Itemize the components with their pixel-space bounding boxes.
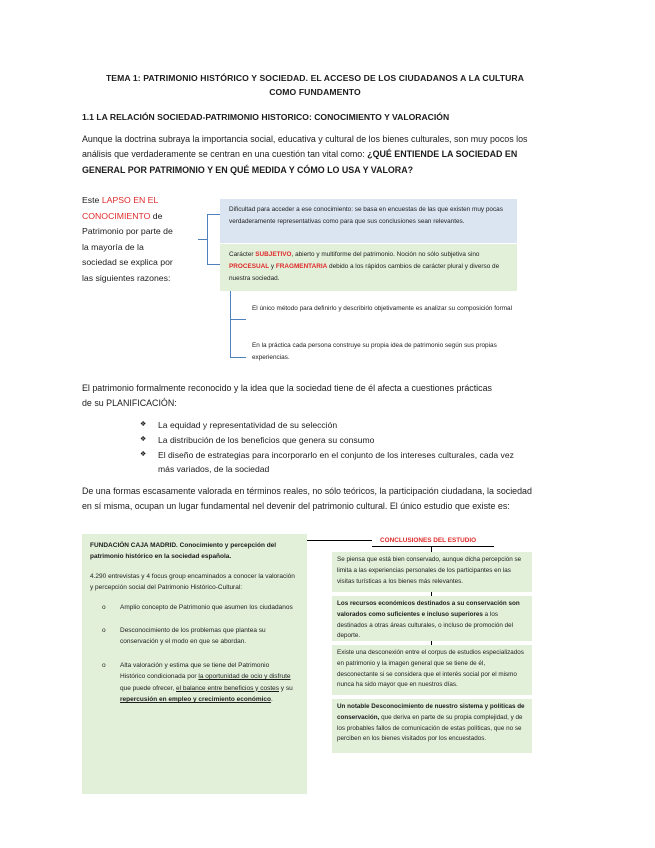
bracket-top-line <box>207 214 220 215</box>
study-connector-line <box>307 540 372 541</box>
lapso-post: de Patrimonio por parte de la mayoría de la sociedad se explica por las siguientes razones: <box>82 210 173 283</box>
finding-text: y su <box>279 684 293 692</box>
circle-bullet-icon: o <box>102 627 106 635</box>
sub-connector-line <box>230 291 231 358</box>
subnote-method: El único método para definirlo y describirlo objetivamente es analizar su composición formal <box>252 305 513 312</box>
sub-connector-branch <box>230 319 246 320</box>
conclusion-box-3: Existe una desconexión entre el corpus de estudios especializados en patrimonio y la imagen general que se tiene de él, desconectante si se considera que el interés social por el mismo nunca ha sido mayor que en nuestros días. <box>332 645 532 695</box>
keyword-procesual: PROCESUAL <box>229 262 270 270</box>
study-title: FUNDACIÓN CAJA MADRID. Conocimiento y percepción del patrimonio histórico en la sociedad española. <box>90 542 277 561</box>
intro-text: Aunque la doctrina subraya la importancia social, educativa y cultural de los bienes culturales, son muy pocos los análisis que verdaderamente se centran en una cuestión tan vital como: <box>82 134 528 160</box>
list-item-text: La equidad y representatividad de su selección <box>158 420 338 430</box>
reason-text: y <box>269 262 276 270</box>
bracket-bottom-line <box>207 264 220 265</box>
reason-subjective-box <box>220 244 517 291</box>
reason-text: Carácter <box>229 251 256 258</box>
reason-text: , abierto y multiforme del patrimonio. Noción no sólo subjetiva sino <box>291 251 480 258</box>
finding-underline: el balance entre beneficios y costes <box>176 684 279 692</box>
planning-paragraph: El patrimonio formalmente reconocido y la idea que la sociedad tiene de él afecta a cuestiones prácticas de su PLANIFICACIÓN: <box>82 383 492 409</box>
list-item <box>140 418 520 433</box>
conclusion-bold: Un notable Desconocimiento de nuestro sistema y políticas de conservación, <box>337 703 525 721</box>
section-heading: 1.1 LA RELACIÓN SOCIEDAD-PATRIMONIO HISTORICO: CONOCIMIENTO Y VALORACIÓN <box>82 112 450 122</box>
conclusions-title-underline <box>372 546 494 547</box>
keyword-subjetivo: SUBJETIVO <box>255 251 292 258</box>
study-description: 4.290 entrevistas y 4 focus group encaminados a conocer la valoración y percepción social del Patrimonio Histórico-Cultural: <box>90 572 295 592</box>
reason-text: debido a los rápidos cambios de carácter plural y diverso de nuestra sociedad. <box>229 262 500 282</box>
list-item-text: La distribución de los beneficios que genera su consumo <box>158 434 375 445</box>
list-item <box>90 660 299 706</box>
document-title: TEMA 1: PATRIMONIO HISTÓRICO Y SOCIEDAD. EL ACCESO DE LOS CIUDADANOS A LA CULTURA COMO FUNDAMENTO <box>105 73 525 97</box>
list-item <box>140 433 520 448</box>
conclusion-bold: Los recursos económicos destinados a su conservación son valorados como suficientes e incluso superiores <box>337 600 520 618</box>
conclusion-box-4 <box>332 699 532 753</box>
conclusion-text: a los destinados a otras áreas culturales, o incluso de promoción del deporte. <box>337 610 514 640</box>
list-item <box>90 602 299 613</box>
planning-list <box>140 418 520 477</box>
finding-text: Amplio concepto de Patrimonio que asumen los ciudadanos <box>120 603 293 611</box>
lapso-pre: Este <box>82 195 102 205</box>
study-box <box>82 534 307 794</box>
participation-paragraph: De una formas escasamente valorada en términos reales, no sólo teóricos, la participación ciudadana, la sociedad en sí misma, ocupan un lugar fundamental nel devenir del patrimonio cultural. El único estudio que existe es: <box>82 486 532 512</box>
intro-question: ¿QUÉ ENTIENDE LA SOCIEDAD EN GENERAL POR PATRIMONIO Y EN QUÉ MEDIDA Y CÓMO LO USA Y VALORA? <box>82 149 518 175</box>
circle-bullet-icon: o <box>102 603 106 611</box>
study-findings <box>90 602 299 706</box>
keyword-fragmentaria: FRAGMENTARIA <box>275 262 328 270</box>
lapso-highlight: LAPSO EN EL CONOCIMIENTO <box>82 195 158 221</box>
diamond-bullet-icon: ❖ <box>140 421 147 428</box>
sub-connector-branch <box>230 357 246 358</box>
list-item <box>140 448 520 478</box>
finding-text: . <box>271 696 273 704</box>
intro-paragraph <box>82 132 537 178</box>
finding-text: Alta valoración y estima que se tiene del Patrimonio Histórico condicionada por <box>120 661 270 681</box>
bracket-mid-line <box>198 239 208 240</box>
diamond-bullet-icon: ❖ <box>140 435 147 443</box>
subnote-practice: En la práctica cada persona construye su propia idea de patrimonio según sus propias experiencias. <box>252 342 497 361</box>
list-item <box>90 625 299 648</box>
finding-underline-bold: repercusión en empleo y crecimiento económico <box>120 696 271 704</box>
lapso-paragraph <box>82 193 174 287</box>
finding-text: Desconocimiento de los problemas que plantea su conservación y el modo en que se abordan. <box>120 627 266 646</box>
conclusion-box-2 <box>332 596 532 641</box>
diamond-bullet-icon: ❖ <box>140 450 147 458</box>
reason-access-box: Dificultad para acceder a ese conocimiento: se basa en encuestas de las que existen muy pocas verdaderamente representativas como para que sus conclusiones sean relevantes. <box>220 199 517 243</box>
conclusion-box-1: Se piensa que está bien conservado, aunque dicha percepción se limita a las experiencias personales de los participantes en las visitas turísticas a los bienes más relevantes. <box>332 552 532 592</box>
finding-underline: la oportunidad de ocio y disfrute <box>198 673 291 681</box>
list-item-text: El diseño de estrategias para incorporarlo en el conjunto de los intereses culturales, cada vez más variados, de la sociedad <box>158 449 514 475</box>
conclusion-text: que deriva en parte de su propia complejidad, y de los probables fallos de comunicación de estas políticas, que no se perciben en los bienes visitados por los encuestados. <box>337 713 523 743</box>
circle-bullet-icon: o <box>102 661 106 669</box>
conclusions-title: CONCLUSIONES DEL ESTUDIO <box>380 537 477 544</box>
finding-text: que puede ofrecer, <box>120 684 177 692</box>
